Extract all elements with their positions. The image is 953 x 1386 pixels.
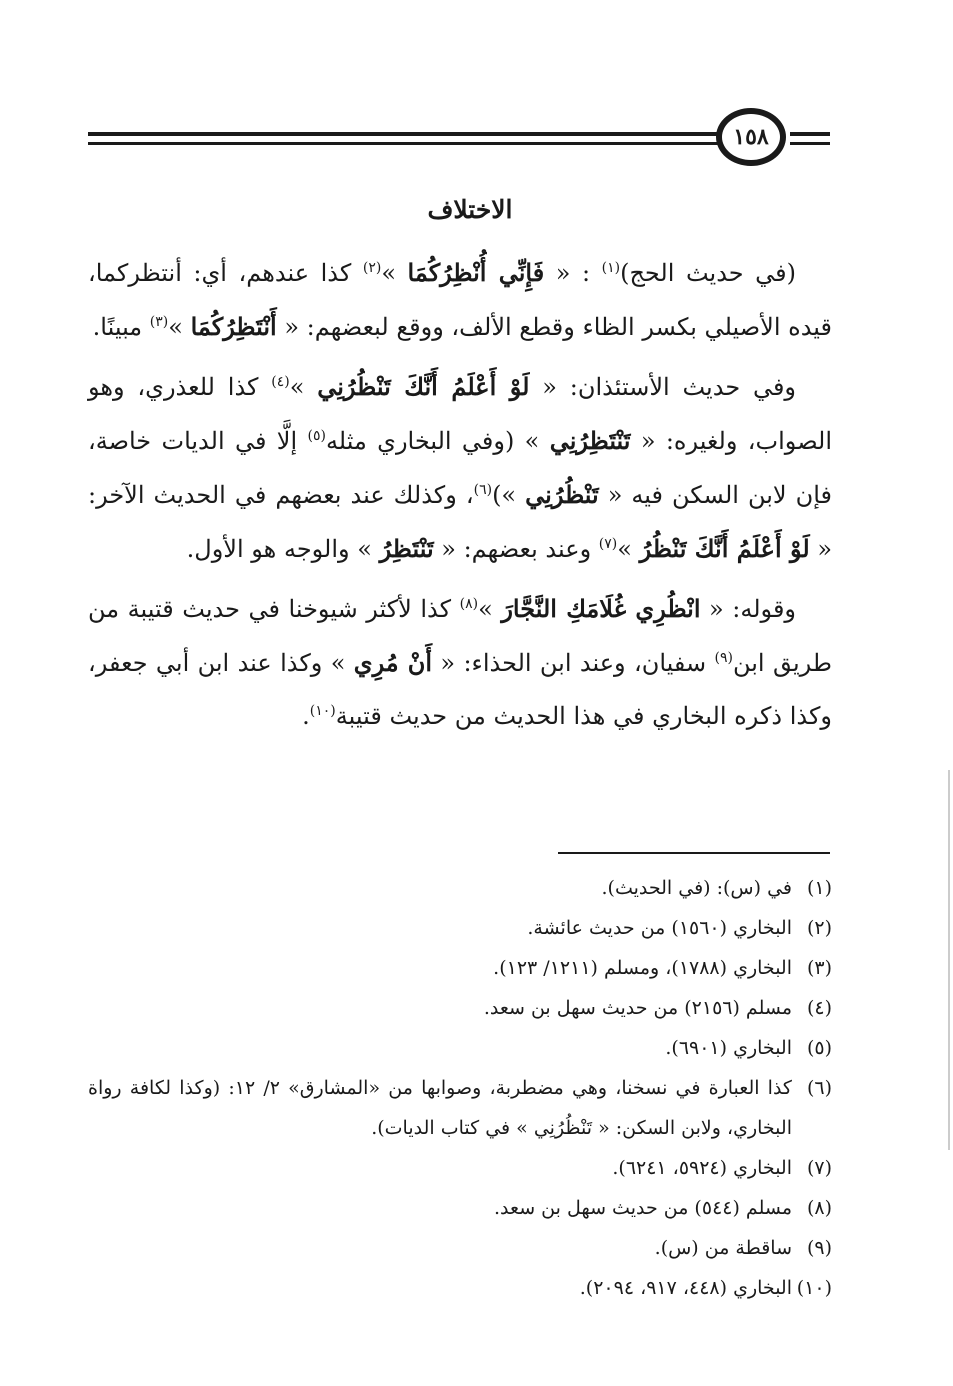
quoted-word: تَنْتَظِرُنِي: [549, 426, 631, 455]
header-rule-top: [88, 132, 718, 136]
footnote-text: البخاري (٦٩٠١).: [665, 1037, 792, 1059]
text-run: ، وكذلك عند بعضهم في الحديث الآخر: «: [88, 481, 832, 563]
footnote-ref: (٣): [149, 314, 169, 330]
text-run: وقوله: «: [700, 595, 797, 623]
footnote-ref: (٢): [362, 260, 382, 276]
footnote-text: البخاري (١٥٦٠) من حديث عائشة.: [527, 917, 792, 939]
page-edge-mark: [948, 770, 950, 1150]
footnote-ref: (٤): [271, 374, 290, 390]
section-title: الاختلاف: [427, 195, 513, 224]
text-run: سفيان، وعند ابن الحذاء: «: [432, 649, 715, 677]
footnote-ref: (٧): [598, 536, 618, 552]
text-run: (في حديث الحج): [620, 259, 797, 287]
text-run: كذا لأكثر شيوخنا في حديث قتيبة من طريق ابن: [88, 595, 832, 677]
text-run: .: [302, 702, 310, 730]
page-number: ١٥٨: [716, 108, 786, 166]
footnote-number: (٤): [806, 997, 832, 1019]
text-run: وفي حديث الأستئذان: «: [529, 373, 797, 401]
quoted-word: أَنْ مُرِي: [353, 648, 433, 677]
text-run: »: [478, 595, 502, 623]
footnote-text: ساقطة من (س).: [654, 1237, 792, 1259]
footnote-text: في (س): (في الحديث).: [601, 877, 792, 899]
footnote-number: (٦): [806, 1077, 832, 1099]
footnote-number: (١): [806, 877, 832, 899]
footnote-ref: (٦): [473, 482, 493, 498]
footnote-item: [88, 988, 832, 1028]
footnote-number: (٢): [806, 917, 832, 939]
footnote-text: البخاري (٤٤٨، ٩١٧، ٢٠٩٤).: [579, 1277, 792, 1299]
text-run: » (وفي البخاري مثله: [325, 427, 550, 455]
footnote-separator: [558, 852, 830, 854]
footnote-item: [88, 1268, 832, 1308]
header-rule-right-bottom: [790, 142, 830, 145]
main-text: [88, 246, 832, 743]
quoted-word: لَوْ أَعْلَمُ أَنَّكَ تَنْظُرُ: [639, 534, 810, 563]
footnote-ref: (١٠): [309, 703, 336, 719]
footnote-number: (١٠): [796, 1277, 832, 1299]
text-run: كذا عندهم، أي: أنتظركما، قيده الأصيلي بكسر الظاء وقطع الألف، ووقع لبعضهم: «: [88, 259, 832, 341]
footnote-text: البخاري (٥٩٢٤، ٦٢٤١).: [612, 1157, 792, 1179]
footnote-text: مسلم (٥٤٤) من حديث سهل بن سعد.: [494, 1197, 792, 1219]
footnote-item: [88, 868, 832, 908]
text-run: »: [289, 373, 318, 401]
footnote-text: مسلم (٢١٥٦) من حديث سهل بن سعد.: [483, 997, 792, 1019]
paragraph: [88, 582, 832, 743]
quoted-word: انْظُرِي غُلَامَكِ النَّجَّارَ: [501, 594, 701, 623]
footnote-ref: (١): [601, 260, 621, 276]
paragraph: [88, 360, 832, 576]
text-run: مبينًا.: [92, 313, 150, 341]
footnote-ref: (٩): [714, 650, 733, 666]
footnotes: [88, 868, 832, 1308]
footnote-number: (٣): [806, 957, 832, 979]
footnote-number: (٧): [806, 1157, 832, 1179]
paragraph: [88, 246, 832, 354]
text-run: » وكذا عند ابن أبي جعفر، وكذا ذكره البخاري في هذا الحديث من حديث قتيبة: [88, 649, 832, 730]
text-run: إلَّا في الديات خاصة، فإن لابن السكن فيه «: [88, 427, 833, 509]
text-run: : «: [544, 259, 602, 287]
footnote-item: [88, 1148, 832, 1188]
footnote-item: [88, 908, 832, 948]
header-rule-bottom: [88, 142, 718, 145]
quoted-word: لَوْ أَعْلَمُ أَنَّكَ تَنْظُرُنِي: [317, 372, 530, 401]
footnote-number: (٩): [806, 1237, 832, 1259]
footnote-text: البخاري (١٧٨٨)، ومسلم (١٢١١/ ١٢٣).: [493, 957, 792, 979]
quoted-word: فَإِنِّي أُنْظِرُكُمَا: [407, 258, 545, 287]
quoted-word: أَنْتَظِرُكُمَا: [190, 312, 277, 341]
text-run: »: [381, 259, 408, 287]
text-run: وعند بعضهم: «: [433, 535, 599, 563]
footnote-number: (٨): [806, 1197, 832, 1219]
text-run: »: [168, 313, 191, 341]
quoted-word: تَنْظُرُنِي: [525, 480, 599, 509]
footnote-item: [88, 1188, 832, 1228]
footnote-item: [88, 948, 832, 988]
footnote-item: [88, 1028, 832, 1068]
footnote-number: (٥): [806, 1037, 832, 1059]
footnote-ref: (٥): [307, 428, 326, 444]
text-run: »: [617, 535, 640, 563]
header-rule-right-top: [790, 132, 830, 136]
text-run: »): [492, 481, 526, 509]
footnote-item: [88, 1068, 832, 1148]
quoted-word: تَنْتَظِرُ: [379, 534, 434, 563]
text-run: كذا للعذري، وهو الصواب، ولغيره: «: [88, 373, 832, 455]
footnote-text: كذا العبارة في نسخنا، وهي مضطربة، وصوابها من «المشارق» ٢/ ١٢: (وكذا لكافة رواة البخاري، ولابن السكن: « تَنْظُرُنِي » في كتاب الديات).: [88, 1077, 792, 1139]
footnote-ref: (٨): [459, 596, 479, 612]
text-run: » والوجه هو الأول.: [186, 535, 380, 563]
footnote-item: [88, 1228, 832, 1268]
